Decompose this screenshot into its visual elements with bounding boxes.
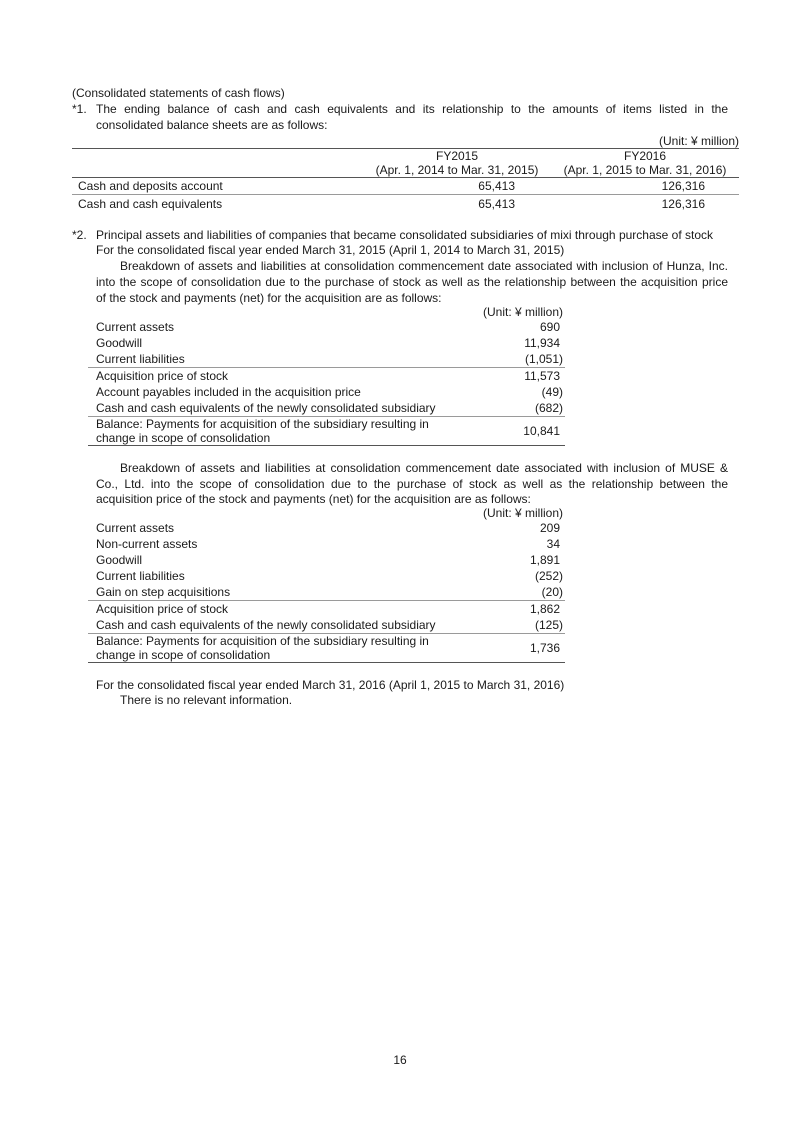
row-value: 690 [539,320,560,334]
balance-value: 10,841 [523,424,560,438]
balance-label-line2: change in scope of consolidation [96,648,271,662]
hunza-line2: into the scope of consolidation due to the purchase of stock as well as the relationship between the acquisition price [96,275,728,289]
row-value: (49) [541,385,563,399]
balance-label [96,634,429,662]
row-value: 11,573 [524,369,560,383]
subtotal-rule [88,600,565,601]
row-label: Cash and cash equivalents [78,197,223,211]
row-rule [72,194,739,195]
balance-label [96,417,429,445]
hunza-unit: (Unit: ¥ million) [482,305,563,319]
row-label: Current liabilities [96,352,185,366]
note1-text-line2: consolidated balance sheets are as follows: [96,118,328,132]
row-value: (1,051) [524,352,563,366]
row-label: Account payables included in the acquisition price [96,385,361,399]
muse-line1: Breakdown of assets and liabilities at consolidation commencement date associated with inclusion of MUSE & [120,461,728,475]
row-label: Goodwill [96,336,143,350]
muse-unit: (Unit: ¥ million) [482,506,563,520]
balance-label-line1: Balance: Payments for acquisition of the subsidiary resulting in [96,634,429,648]
note1-marker: *1. [72,102,87,116]
fy2016-text: There is no relevant information. [120,693,293,707]
row-fy2016: 126,316 [661,197,705,211]
header-rule [72,177,739,178]
row-fy2015: 65,413 [478,179,515,193]
row-label: Goodwill [96,553,143,567]
hunza-line1: Breakdown of assets and liabilities at consolidation commencement date associated with inclusion of Hunza, Inc. [120,259,728,273]
row-label: Gain on step acquisitions [96,585,231,599]
page-number: 16 [393,1053,407,1067]
hunza-para-line3: of the stock and payments (net) for the acquisition are as follows: [96,291,442,305]
muse-para-line3: acquisition price of the stock and payments (net) for the acquisition are as follows: [96,492,531,506]
row-label: Current liabilities [96,569,185,583]
col-fy2016-title: FY2016 [623,149,667,163]
row-label: Cash and deposits account [78,179,223,193]
row-label: Non-current assets [96,537,198,551]
row-value: 34 [546,537,560,551]
table-bottom-rule [88,662,565,663]
row-label: Cash and cash equivalents of the newly consolidated subsidiary [96,618,436,632]
row-label: Acquisition price of stock [96,369,229,383]
hunza-para-line2 [96,275,728,289]
row-label: Cash and cash equivalents of the newly consolidated subsidiary [96,401,436,415]
balance-label-line1: Balance: Payments for acquisition of the subsidiary resulting in [96,417,429,431]
row-value: (20) [541,585,563,599]
fy2016-heading: For the consolidated fiscal year ended March 31, 2016 (April 1, 2015 to March 31, 2016) [96,678,565,692]
col-fy2015-period: (Apr. 1, 2014 to Mar. 31, 2015) [375,163,539,177]
muse-line2: Co., Ltd. into the scope of consolidation due to the purchase of stock as well as the relationship between the [96,477,728,491]
muse-para-line1 [120,461,728,475]
note2-marker: *2. [72,228,87,242]
row-label: Acquisition price of stock [96,602,229,616]
muse-para-line2 [96,477,728,491]
fy2015-heading: For the consolidated fiscal year ended March 31, 2015 (April 1, 2014 to March 31, 2015) [96,243,565,257]
row-value: 11,934 [524,336,560,350]
table-bottom-rule [88,445,565,446]
row-fy2015: 65,413 [478,197,515,211]
row-value: (125) [534,618,563,632]
hunza-para-line1 [120,259,728,273]
row-value: (252) [534,569,563,583]
row-value: (682) [534,401,563,415]
subtotal-rule [88,367,565,368]
section-heading: (Consolidated statements of cash flows) [72,86,285,100]
row-label: Current assets [96,521,175,535]
note2-title: Principal assets and liabilities of companies that became consolidated subsidiaries of mixi through purchase of stock [96,228,713,242]
note1-unit: (Unit: ¥ million) [658,134,739,148]
row-fy2016: 126,316 [661,179,705,193]
col-fy2015-title: FY2015 [435,149,479,163]
note1-line1: The ending balance of cash and cash equivalents and its relationship to the amounts of items listed in the [96,102,728,116]
balance-value: 1,736 [529,641,560,655]
row-value: 209 [539,521,560,535]
note1-text-line1 [96,102,728,116]
col-fy2016-period: (Apr. 1, 2015 to Mar. 31, 2016) [563,163,727,177]
row-label: Current assets [96,320,175,334]
row-value: 1,862 [529,602,560,616]
balance-label-line2: change in scope of consolidation [96,431,271,445]
row-value: 1,891 [529,553,560,567]
